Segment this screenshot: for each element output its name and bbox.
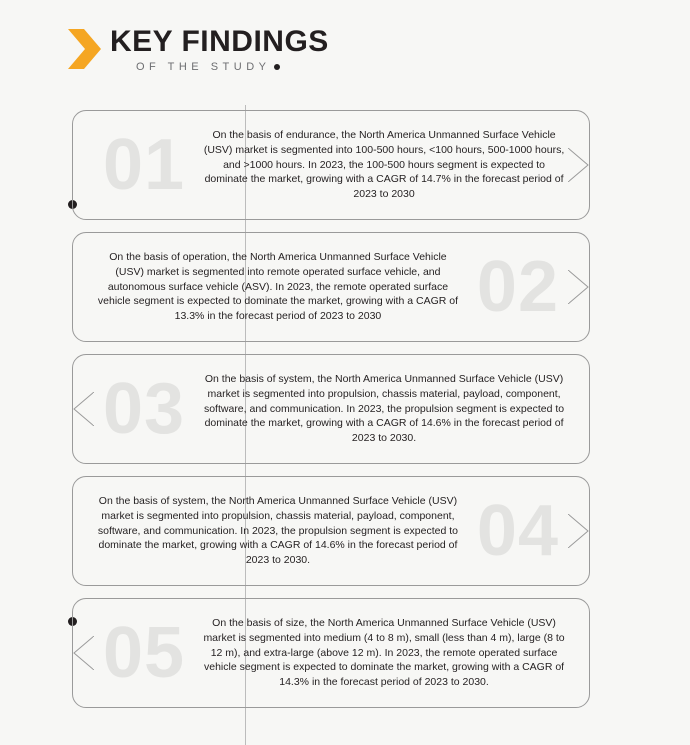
finding-text-01: On the basis of endurance, the North America Unmanned Surface Vehicle (USV) market is segmented into 100-500 hours, <100 hours, 500-1000 hours, and >1000 hours. In 2023, the 100-500 hours segment is expected to dominate the market, growing with a CAGR of 14.7% in the forecast period of 2023 to 2030 — [203, 128, 565, 201]
finding-card-03 — [72, 354, 590, 464]
finding-text-03: On the basis of system, the North America Unmanned Surface Vehicle (USV) market is segmented into propulsion, chassis material, payload, component, software, and communication. In 2023, the propulsion segment is expected to dominate the market, growing with a CAGR of 14.6% in the forecast period of 2023 to 2030. — [203, 372, 565, 445]
finding-card-02 — [72, 232, 590, 342]
title-block — [110, 26, 329, 73]
finding-text-05: On the basis of size, the North America Unmanned Surface Vehicle (USV) market is segmented into medium (4 to 8 m), small (less than 4 m), large (8 to 12 m), and extra-large (above 12 m). In 2023, the remote operated surface vehicle segment is expected to dominate the market, growing with a CAGR of 14.3% in the forecast period of 2023 to 2030. — [203, 616, 565, 689]
chevron-logo-icon — [68, 27, 102, 71]
card-notch-right-04 — [568, 514, 590, 548]
finding-card-01 — [72, 110, 590, 220]
page-header — [68, 26, 329, 73]
subtitle-dot-icon — [274, 64, 280, 70]
card-notch-right-02 — [568, 270, 590, 304]
card-notch-left-05 — [72, 636, 94, 670]
finding-number-05: 05 — [103, 613, 186, 693]
finding-number-02: 02 — [476, 247, 559, 327]
finding-text-04: On the basis of system, the North America Unmanned Surface Vehicle (USV) market is segmented into propulsion, chassis material, payload, component, software, and communication. In 2023, the propulsion segment is expected to dominate the market, growing with a CAGR of 14.6% in the forecast period of 2023 to 2030. — [97, 494, 459, 567]
finding-number-01: 01 — [103, 125, 186, 205]
finding-number-04: 04 — [476, 491, 559, 571]
finding-card-04 — [72, 476, 590, 586]
finding-card-05 — [72, 598, 590, 708]
page-subtitle: OF THE STUDY — [136, 60, 271, 73]
card-notch-left-03 — [72, 392, 94, 426]
finding-number-03: 03 — [103, 369, 186, 449]
page-subtitle-row — [136, 61, 329, 73]
page-title: KEY FINDINGS — [110, 25, 329, 58]
card-notch-right-01 — [568, 148, 590, 182]
finding-text-02: On the basis of operation, the North America Unmanned Surface Vehicle (USV) market is segmented into remote operated surface vehicle, and autonomous surface vehicle (ASV). In 2023, the remote operated surface vehicle segment is expected to dominate the market, growing with a CAGR of 13.3% in the forecast period of 2023 to 2030 — [97, 250, 458, 323]
